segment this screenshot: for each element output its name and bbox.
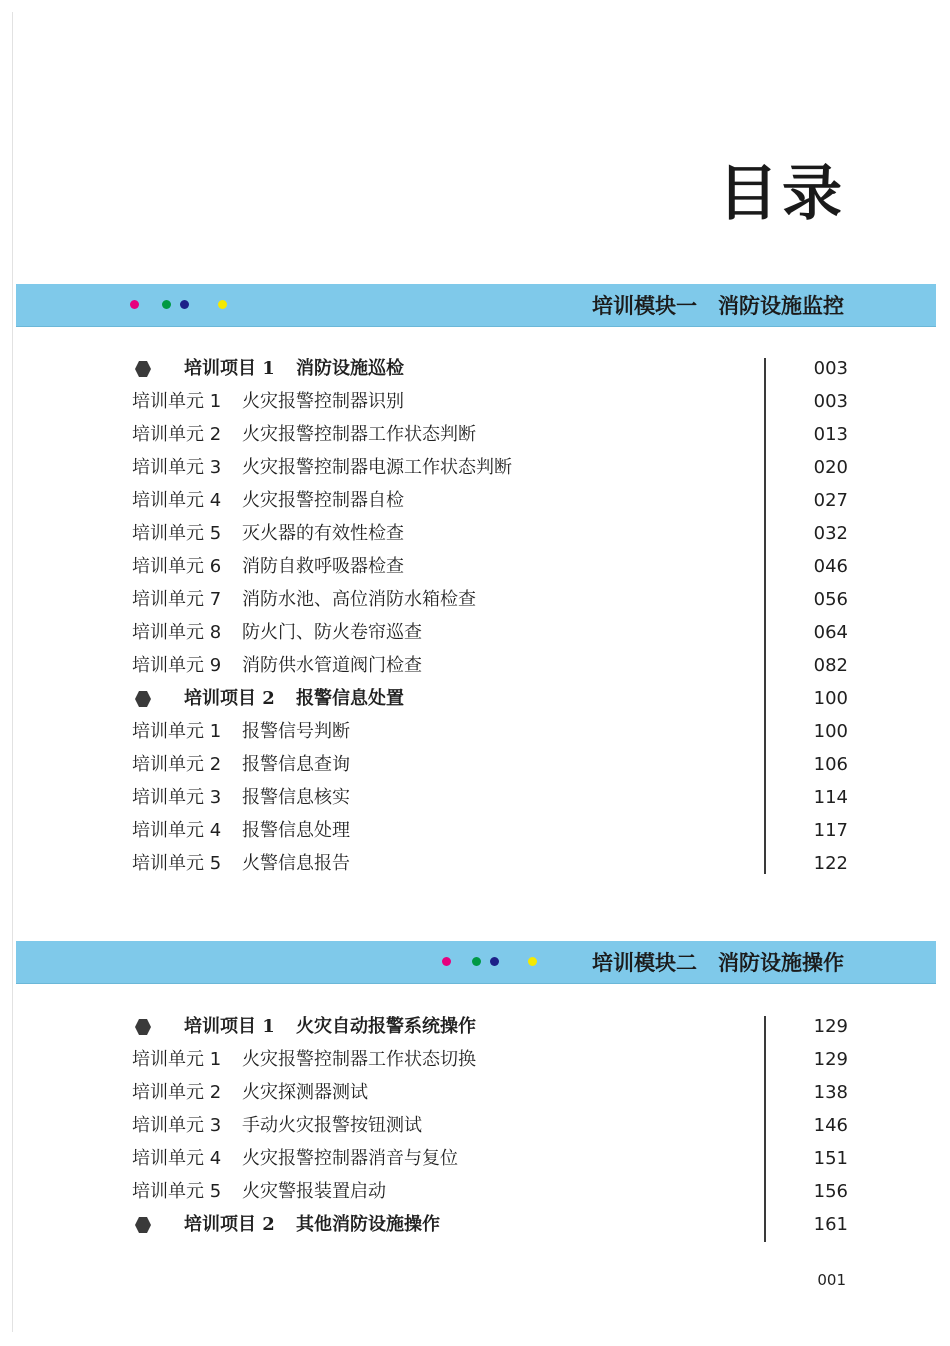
unit-number: 培训单元 1 [132, 721, 222, 742]
blue-dot [180, 300, 189, 309]
toc-unit-row[interactable] [132, 781, 848, 814]
toc-project-row[interactable] [132, 1208, 848, 1241]
unit-title: 火灾报警控制器工作状态判断 [242, 424, 476, 445]
unit-number: 培训单元 2 [132, 424, 222, 445]
toc-unit-row[interactable] [132, 517, 848, 550]
unit-title: 消防水池、高位消防水箱检查 [242, 589, 476, 610]
unit-title: 防火门、防火卷帘巡查 [242, 622, 422, 643]
hexagon-bullet-icon [134, 360, 152, 378]
unit-title: 报警信号判断 [242, 721, 350, 742]
unit-title: 火灾警报装置启动 [242, 1181, 386, 1202]
toc-unit-row[interactable] [132, 418, 848, 451]
toc-unit-row[interactable] [132, 583, 848, 616]
module-band-2 [16, 941, 936, 984]
project-title: 消防设施巡检 [296, 358, 404, 379]
page-ref: 003 [813, 358, 848, 379]
page-ref: 064 [813, 622, 848, 643]
unit-number: 培训单元 3 [132, 457, 222, 478]
unit-title: 消防供水管道阀门检查 [242, 655, 422, 676]
green-dot [162, 300, 171, 309]
toc-unit-row[interactable] [132, 814, 848, 847]
toc-unit-row[interactable] [132, 1175, 848, 1208]
toc-unit-row[interactable] [132, 385, 848, 418]
page-ref: 117 [813, 820, 848, 841]
project-number: 培训项目 1 [184, 358, 275, 379]
toc-unit-row[interactable] [132, 550, 848, 583]
toc-unit-row[interactable] [132, 1142, 848, 1175]
hexagon-bullet-icon [134, 1018, 152, 1036]
unit-title: 火灾报警控制器消音与复位 [242, 1148, 458, 1169]
module-band-1 [16, 284, 936, 327]
project-number: 培训项目 2 [184, 688, 275, 709]
unit-number: 培训单元 1 [132, 1049, 222, 1070]
unit-title: 消防自救呼吸器检查 [242, 556, 404, 577]
unit-title: 火灾报警控制器工作状态切换 [242, 1049, 476, 1070]
unit-number: 培训单元 4 [132, 1148, 222, 1169]
magenta-dot [442, 957, 451, 966]
magenta-dot [130, 300, 139, 309]
toc-unit-row[interactable] [132, 715, 848, 748]
page-title: 目录 [718, 159, 846, 229]
page-ref: 046 [813, 556, 848, 577]
unit-number: 培训单元 4 [132, 820, 222, 841]
module-title: 培训模块二 消防设施操作 [592, 951, 844, 975]
page-ref: 032 [813, 523, 848, 544]
page-ref: 056 [813, 589, 848, 610]
toc-unit-row[interactable] [132, 451, 848, 484]
toc-project-row[interactable] [132, 1010, 848, 1043]
toc-unit-row[interactable] [132, 748, 848, 781]
toc-unit-row[interactable] [132, 1076, 848, 1109]
unit-title: 报警信息处理 [242, 820, 350, 841]
toc-module-1 [132, 352, 848, 880]
page-ref: 100 [813, 721, 848, 742]
page-ref: 161 [813, 1214, 848, 1235]
unit-number: 培训单元 3 [132, 1115, 222, 1136]
unit-number: 培训单元 4 [132, 490, 222, 511]
page-number: 001 [817, 1271, 846, 1289]
yellow-dot [528, 957, 537, 966]
page-edge-line [12, 12, 13, 1332]
blue-dot [490, 957, 499, 966]
unit-number: 培训单元 1 [132, 391, 222, 412]
hexagon-bullet-icon [134, 1216, 152, 1234]
unit-number: 培训单元 2 [132, 1082, 222, 1103]
page-ref: 129 [813, 1016, 848, 1037]
toc-project-row[interactable] [132, 352, 848, 385]
unit-title: 火灾报警控制器自检 [242, 490, 404, 511]
yellow-dot [218, 300, 227, 309]
page-ref: 114 [813, 787, 848, 808]
project-title: 报警信息处置 [296, 688, 404, 709]
page-ref: 100 [813, 688, 848, 709]
unit-number: 培训单元 5 [132, 1181, 222, 1202]
unit-title: 报警信息查询 [242, 754, 350, 775]
unit-number: 培训单元 6 [132, 556, 222, 577]
toc-unit-row[interactable] [132, 616, 848, 649]
page-ref: 020 [813, 457, 848, 478]
page-ref: 151 [813, 1148, 848, 1169]
page-ref: 003 [813, 391, 848, 412]
page-ref: 122 [813, 853, 848, 874]
toc-unit-row[interactable] [132, 1043, 848, 1076]
color-dots [442, 955, 552, 969]
toc-unit-row[interactable] [132, 1109, 848, 1142]
green-dot [472, 957, 481, 966]
project-number: 培训项目 2 [184, 1214, 275, 1235]
toc-project-row[interactable] [132, 682, 848, 715]
unit-number: 培训单元 5 [132, 853, 222, 874]
unit-title: 火灾报警控制器电源工作状态判断 [242, 457, 512, 478]
unit-title: 灭火器的有效性检查 [242, 523, 404, 544]
page-ref: 129 [813, 1049, 848, 1070]
project-number: 培训项目 1 [184, 1016, 275, 1037]
unit-number: 培训单元 2 [132, 754, 222, 775]
unit-number: 培训单元 7 [132, 589, 222, 610]
unit-number: 培训单元 5 [132, 523, 222, 544]
toc-unit-row[interactable] [132, 484, 848, 517]
page-ref: 138 [813, 1082, 848, 1103]
toc-module-2 [132, 1010, 848, 1241]
hexagon-bullet-icon [134, 690, 152, 708]
unit-title: 火灾探测器测试 [242, 1082, 368, 1103]
page-ref: 027 [813, 490, 848, 511]
unit-title: 报警信息核实 [242, 787, 350, 808]
page-ref: 156 [813, 1181, 848, 1202]
toc-unit-row[interactable] [132, 649, 848, 682]
color-dots [130, 298, 240, 312]
unit-title: 火警信息报告 [242, 853, 350, 874]
project-title: 火灾自动报警系统操作 [296, 1016, 476, 1037]
unit-number: 培训单元 9 [132, 655, 222, 676]
page-ref: 082 [813, 655, 848, 676]
page-ref: 146 [813, 1115, 848, 1136]
unit-number: 培训单元 8 [132, 622, 222, 643]
toc-unit-row[interactable] [132, 847, 848, 880]
unit-number: 培训单元 3 [132, 787, 222, 808]
project-title: 其他消防设施操作 [296, 1214, 440, 1235]
page-ref: 013 [813, 424, 848, 445]
page-ref: 106 [813, 754, 848, 775]
unit-title: 火灾报警控制器识别 [242, 391, 404, 412]
module-title: 培训模块一 消防设施监控 [592, 294, 844, 318]
unit-title: 手动火灾报警按钮测试 [242, 1115, 422, 1136]
